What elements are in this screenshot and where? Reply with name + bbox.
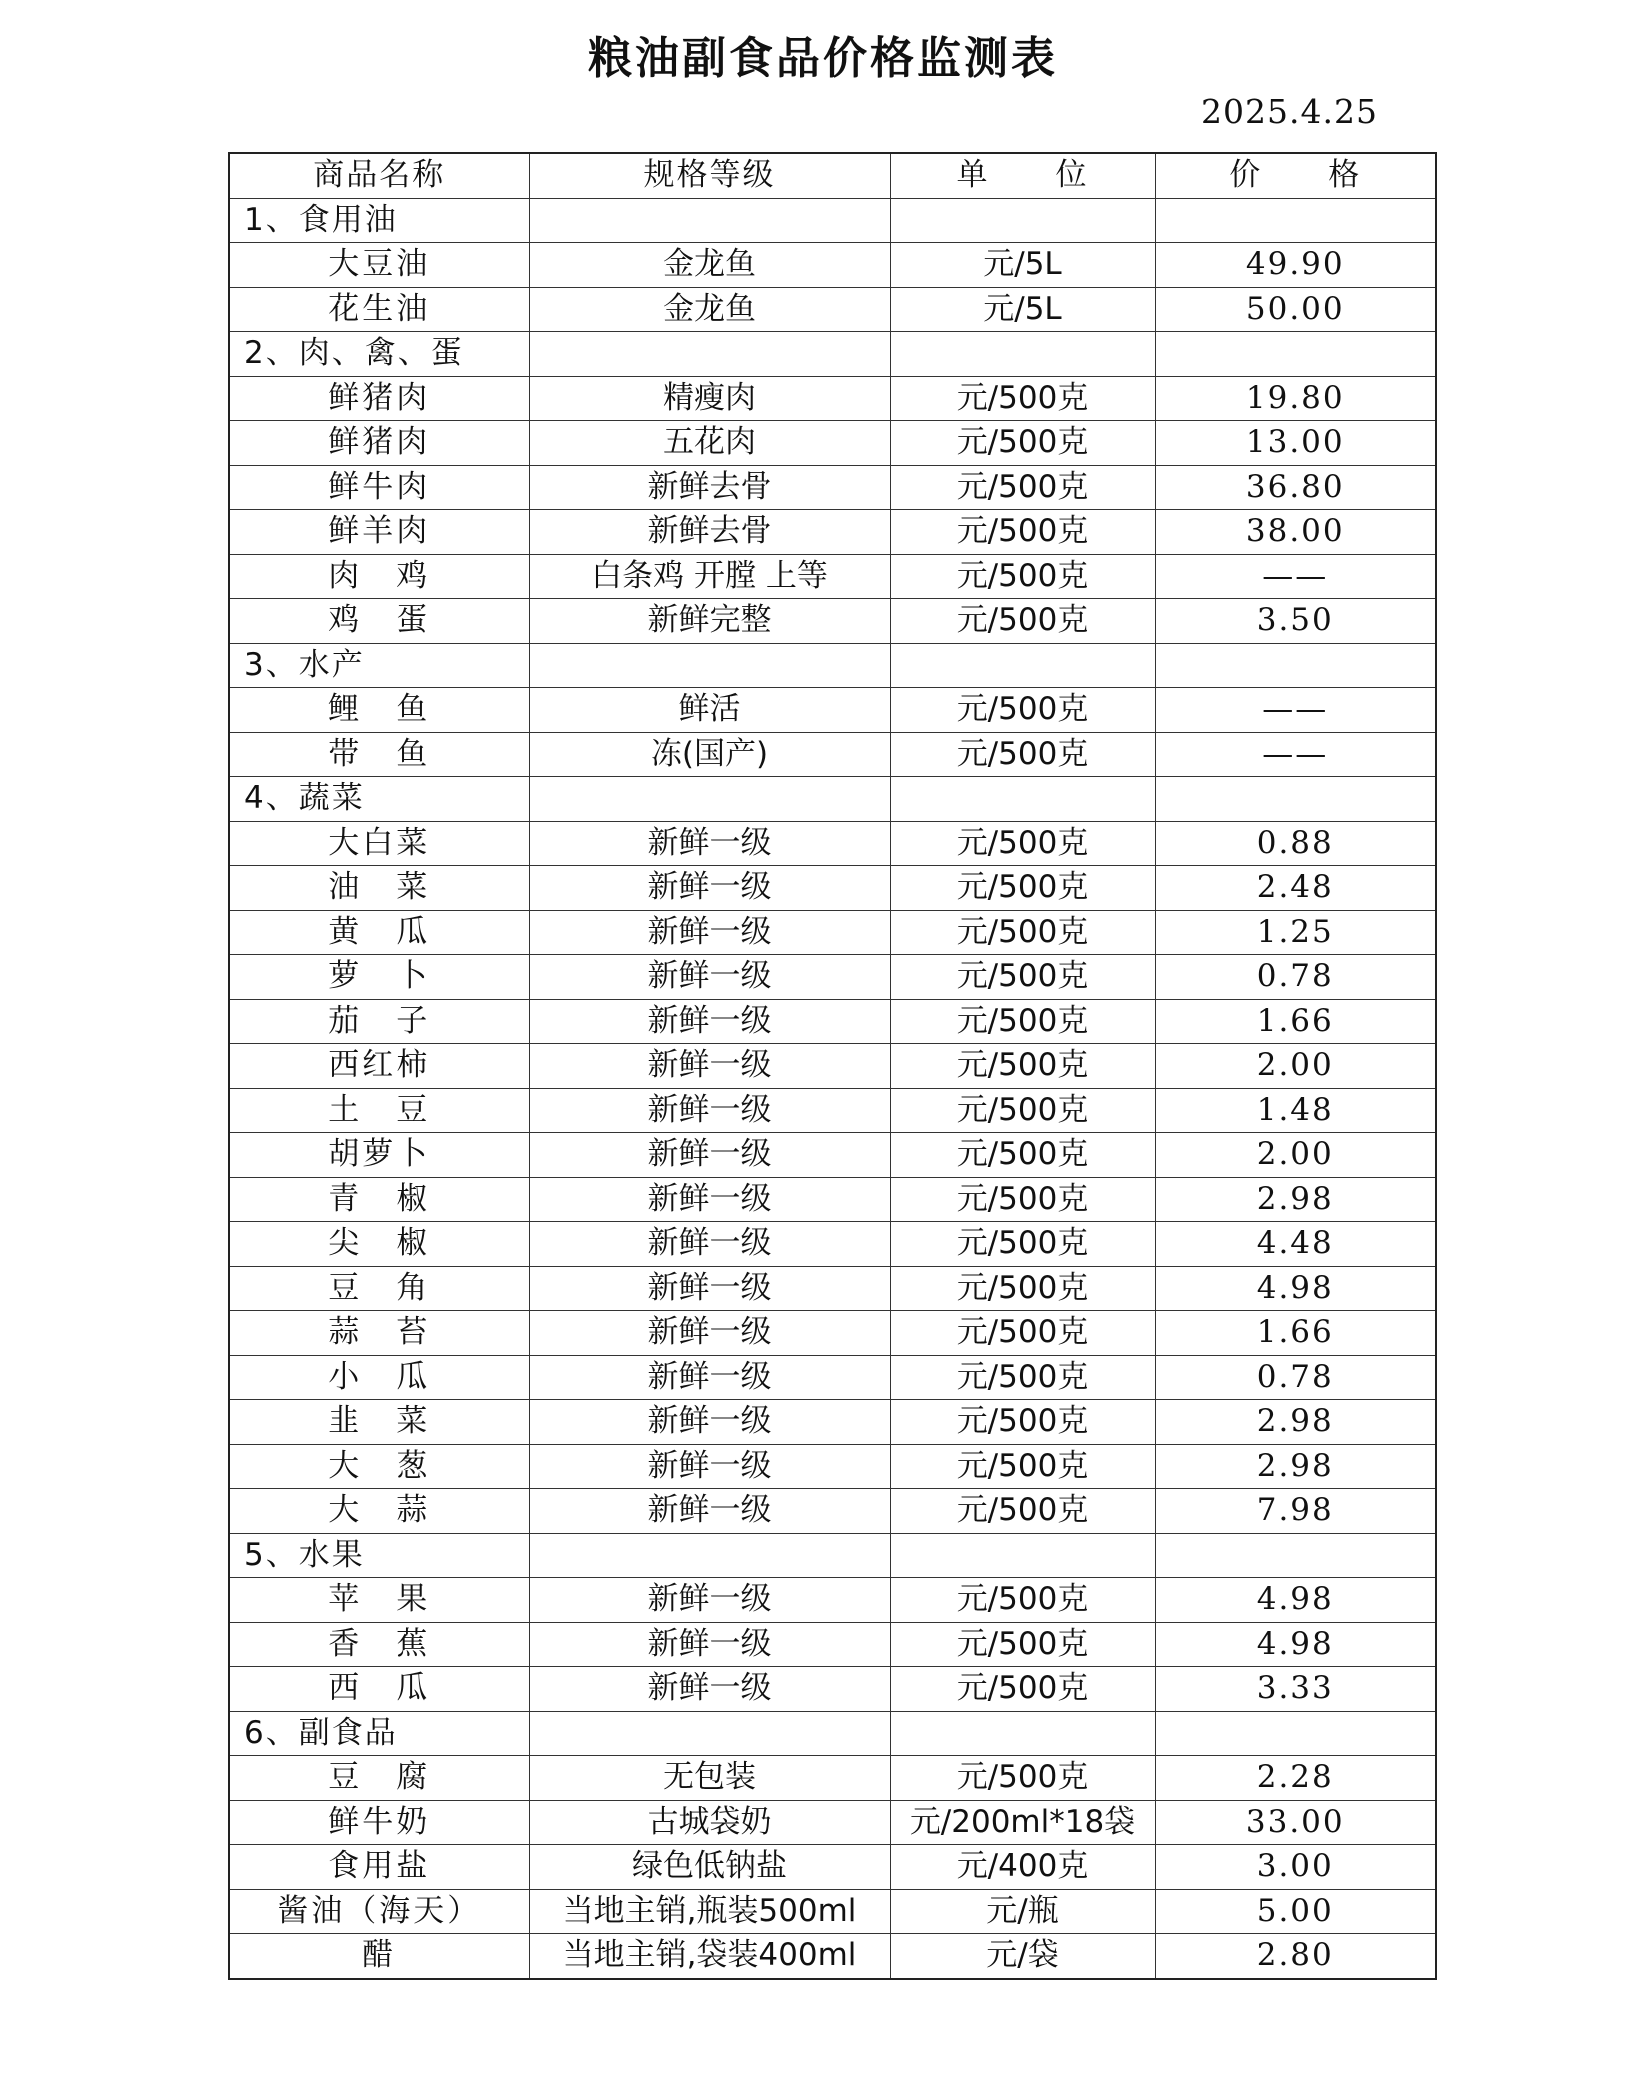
header-spec-grade: 规格等级 [529,153,890,198]
product-name-cell: 胡萝卜 [229,1133,529,1178]
product-name-cell: 酱油（海天） [229,1889,529,1934]
unit-cell: 元/500克 [890,465,1155,510]
table-row [229,1044,1436,1089]
empty-cell [1155,1533,1436,1578]
product-name-cell: 大豆油 [229,243,529,288]
price-cell: 1.66 [1155,999,1436,1044]
product-name-cell: 尖 椒 [229,1222,529,1267]
category-label: 2、肉、禽、蛋 [229,332,529,377]
unit-cell: 元/500克 [890,376,1155,421]
product-name-cell: 豆 角 [229,1266,529,1311]
table-row [229,1622,1436,1667]
table-row [229,1756,1436,1801]
header-price: 价 格 [1155,153,1436,198]
spec-grade-cell: 新鲜一级 [529,955,890,1000]
unit-cell: 元/500克 [890,1489,1155,1534]
empty-cell [890,1533,1155,1578]
price-cell: 4.98 [1155,1578,1436,1623]
spec-grade-cell: 金龙鱼 [529,243,890,288]
table-row [229,866,1436,911]
price-cell: 1.48 [1155,1088,1436,1133]
unit-cell: 元/500克 [890,955,1155,1000]
unit-cell: 元/500克 [890,1756,1155,1801]
product-name-cell: 西红柿 [229,1044,529,1089]
category-row [229,1711,1436,1756]
unit-cell: 元/500克 [890,999,1155,1044]
spec-grade-cell: 新鲜一级 [529,1311,890,1356]
product-name-cell: 青 椒 [229,1177,529,1222]
product-name-cell: 土 豆 [229,1088,529,1133]
category-row [229,198,1436,243]
spec-grade-cell: 鲜活 [529,688,890,733]
unit-cell: 元/500克 [890,1266,1155,1311]
empty-cell [890,198,1155,243]
empty-cell [890,332,1155,377]
table-row [229,376,1436,421]
table-header-row [229,153,1436,198]
unit-cell: 元/500克 [890,1355,1155,1400]
spec-grade-cell: 金龙鱼 [529,287,890,332]
spec-grade-cell: 五花肉 [529,421,890,466]
price-cell: 4.98 [1155,1622,1436,1667]
product-name-cell: 鲜牛奶 [229,1800,529,1845]
empty-cell [890,643,1155,688]
empty-cell [1155,198,1436,243]
spec-grade-cell: 新鲜一级 [529,1355,890,1400]
empty-cell [1155,643,1436,688]
spec-grade-cell: 绿色低钠盐 [529,1845,890,1890]
table-row [229,1667,1436,1712]
table-row [229,465,1436,510]
price-cell: —— [1155,688,1436,733]
table-row [229,955,1436,1000]
price-cell: 4.98 [1155,1266,1436,1311]
empty-cell [529,777,890,822]
unit-cell: 元/500克 [890,1133,1155,1178]
spec-grade-cell: 新鲜一级 [529,1222,890,1267]
category-label: 1、食用油 [229,198,529,243]
table-row [229,732,1436,777]
spec-grade-cell: 古城袋奶 [529,1800,890,1845]
spec-grade-cell: 新鲜一级 [529,1489,890,1534]
unit-cell: 元/500克 [890,1667,1155,1712]
spec-grade-cell: 新鲜一级 [529,910,890,955]
price-cell: 1.25 [1155,910,1436,955]
price-cell: 3.33 [1155,1667,1436,1712]
product-name-cell: 蒜 苔 [229,1311,529,1356]
unit-cell: 元/5L [890,243,1155,288]
product-name-cell: 带 鱼 [229,732,529,777]
price-cell: 2.00 [1155,1133,1436,1178]
spec-grade-cell: 新鲜一级 [529,1667,890,1712]
spec-grade-cell: 当地主销,瓶装500ml [529,1889,890,1934]
table-row [229,510,1436,555]
unit-cell: 元/500克 [890,1578,1155,1623]
spec-grade-cell: 白条鸡 开膛 上等 [529,554,890,599]
category-row [229,332,1436,377]
empty-cell [1155,777,1436,822]
table-row [229,1934,1436,1979]
spec-grade-cell: 新鲜一级 [529,1578,890,1623]
product-name-cell: 香 蕉 [229,1622,529,1667]
spec-grade-cell: 精瘦肉 [529,376,890,421]
header-unit: 单 位 [890,153,1155,198]
unit-cell: 元/500克 [890,1400,1155,1445]
table-row [229,910,1436,955]
price-cell: 36.80 [1155,465,1436,510]
unit-cell: 元/500克 [890,1311,1155,1356]
price-cell: 4.48 [1155,1222,1436,1267]
unit-cell: 元/500克 [890,1044,1155,1089]
category-label: 5、水果 [229,1533,529,1578]
category-row [229,643,1436,688]
unit-cell: 元/500克 [890,732,1155,777]
table-row [229,1222,1436,1267]
table-row [229,1444,1436,1489]
unit-cell: 元/500克 [890,910,1155,955]
unit-cell: 元/500克 [890,421,1155,466]
table-row [229,243,1436,288]
empty-cell [1155,1711,1436,1756]
table-row [229,821,1436,866]
spec-grade-cell: 新鲜一级 [529,1044,890,1089]
price-cell: 2.98 [1155,1177,1436,1222]
table-row [229,1266,1436,1311]
spec-grade-cell: 新鲜一级 [529,1622,890,1667]
category-label: 4、蔬菜 [229,777,529,822]
price-cell: 3.00 [1155,1845,1436,1890]
unit-cell: 元/400克 [890,1845,1155,1890]
product-name-cell: 鲤 鱼 [229,688,529,733]
empty-cell [529,198,890,243]
table-row [229,1889,1436,1934]
empty-cell [890,777,1155,822]
table-row [229,688,1436,733]
unit-cell: 元/200ml*18袋 [890,1800,1155,1845]
product-name-cell: 西 瓜 [229,1667,529,1712]
table-row [229,1355,1436,1400]
table-row [229,1088,1436,1133]
unit-cell: 元/500克 [890,866,1155,911]
spec-grade-cell: 当地主销,袋装400ml [529,1934,890,1979]
product-name-cell: 大白菜 [229,821,529,866]
product-name-cell: 萝 卜 [229,955,529,1000]
table-row [229,599,1436,644]
price-cell: 19.80 [1155,376,1436,421]
product-name-cell: 鸡 蛋 [229,599,529,644]
price-cell: 0.78 [1155,1355,1436,1400]
price-cell: 2.48 [1155,866,1436,911]
spec-grade-cell: 新鲜一级 [529,866,890,911]
product-name-cell: 油 菜 [229,866,529,911]
product-name-cell: 茄 子 [229,999,529,1044]
table-row [229,554,1436,599]
category-label: 3、水产 [229,643,529,688]
table-row [229,1845,1436,1890]
product-name-cell: 大 蒜 [229,1489,529,1534]
price-cell: 0.88 [1155,821,1436,866]
product-name-cell: 小 瓜 [229,1355,529,1400]
empty-cell [529,1711,890,1756]
spec-grade-cell: 新鲜去骨 [529,465,890,510]
unit-cell: 元/500克 [890,1622,1155,1667]
price-cell: 5.00 [1155,1889,1436,1934]
unit-cell: 元/500克 [890,821,1155,866]
table-row [229,1133,1436,1178]
unit-cell: 元/500克 [890,1222,1155,1267]
spec-grade-cell: 新鲜一级 [529,1400,890,1445]
table-body [229,198,1436,1979]
header-product-name: 商品名称 [229,153,529,198]
product-name-cell: 醋 [229,1934,529,1979]
price-cell: 13.00 [1155,421,1436,466]
price-cell: 2.28 [1155,1756,1436,1801]
spec-grade-cell: 新鲜一级 [529,1444,890,1489]
unit-cell: 元/500克 [890,599,1155,644]
table-row [229,1800,1436,1845]
unit-cell: 元/500克 [890,1444,1155,1489]
table-row [229,1489,1436,1534]
empty-cell [529,643,890,688]
product-name-cell: 鲜羊肉 [229,510,529,555]
product-name-cell: 肉 鸡 [229,554,529,599]
price-cell: 49.90 [1155,243,1436,288]
product-name-cell: 鲜猪肉 [229,421,529,466]
product-name-cell: 鲜牛肉 [229,465,529,510]
product-name-cell: 苹 果 [229,1578,529,1623]
unit-cell: 元/500克 [890,1177,1155,1222]
table-row [229,999,1436,1044]
spec-grade-cell: 冻(国产) [529,732,890,777]
price-cell: 7.98 [1155,1489,1436,1534]
price-cell: 1.66 [1155,1311,1436,1356]
price-cell: 2.98 [1155,1400,1436,1445]
price-cell: —— [1155,732,1436,777]
document-date: 2025.4.25 [1201,92,1378,131]
price-table [228,152,1437,1980]
price-cell: 50.00 [1155,287,1436,332]
spec-grade-cell: 新鲜一级 [529,1088,890,1133]
price-cell: 38.00 [1155,510,1436,555]
spec-grade-cell: 新鲜完整 [529,599,890,644]
empty-cell [529,1533,890,1578]
product-name-cell: 花生油 [229,287,529,332]
empty-cell [1155,332,1436,377]
product-name-cell: 豆 腐 [229,1756,529,1801]
price-cell: —— [1155,554,1436,599]
product-name-cell: 食用盐 [229,1845,529,1890]
unit-cell: 元/5L [890,287,1155,332]
price-cell: 33.00 [1155,1800,1436,1845]
spec-grade-cell: 无包装 [529,1756,890,1801]
spec-grade-cell: 新鲜一级 [529,1266,890,1311]
unit-cell: 元/500克 [890,1088,1155,1133]
empty-cell [529,332,890,377]
unit-cell: 元/袋 [890,1934,1155,1979]
table-row [229,1177,1436,1222]
spec-grade-cell: 新鲜一级 [529,1133,890,1178]
price-cell: 0.78 [1155,955,1436,1000]
empty-cell [890,1711,1155,1756]
product-name-cell: 大 葱 [229,1444,529,1489]
unit-cell: 元/500克 [890,688,1155,733]
table-row [229,1400,1436,1445]
document-title: 粮油副食品价格监测表 [588,33,1058,84]
table-row [229,287,1436,332]
spec-grade-cell: 新鲜一级 [529,821,890,866]
spec-grade-cell: 新鲜去骨 [529,510,890,555]
product-name-cell: 鲜猪肉 [229,376,529,421]
table-row [229,1311,1436,1356]
price-cell: 2.00 [1155,1044,1436,1089]
product-name-cell: 韭 菜 [229,1400,529,1445]
unit-cell: 元/500克 [890,554,1155,599]
category-row [229,777,1436,822]
spec-grade-cell: 新鲜一级 [529,1177,890,1222]
price-cell: 2.98 [1155,1444,1436,1489]
category-label: 6、副食品 [229,1711,529,1756]
table-row [229,421,1436,466]
product-name-cell: 黄 瓜 [229,910,529,955]
unit-cell: 元/500克 [890,510,1155,555]
category-row [229,1533,1436,1578]
price-cell: 3.50 [1155,599,1436,644]
unit-cell: 元/瓶 [890,1889,1155,1934]
table-row [229,1578,1436,1623]
spec-grade-cell: 新鲜一级 [529,999,890,1044]
price-cell: 2.80 [1155,1934,1436,1979]
